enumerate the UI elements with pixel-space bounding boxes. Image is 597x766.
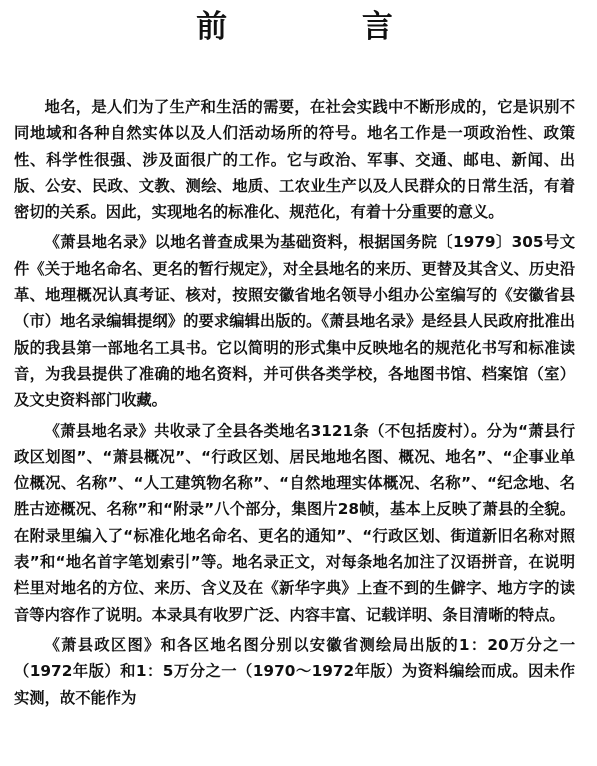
document-body	[14, 94, 575, 711]
paragraph-4: 《萧县政区图》和各区地名图分别以安徽省测绘局出版的1：20万分之一（1972年版）和1：5万分之一（1970～1972年版）为资料编绘而成。因未作实测，故不能作为	[14, 635, 575, 707]
paragraph-1: 地名，是人们为了生产和生活的需要，在社会实践中不断形成的，它是识别不同地域和各种自然实体以及人们活动场所的符号。地名工作是一项政治性、政策性、科学性很强、涉及面很广的工作。它与政治、军事、交通、邮电、新闻、出版、公安、民政、文教、测绘、地质、工农业生产以及人民群众的日常生活，有着密切的关系。因此，实现地名的标准化、规范化，有着十分重要的意义。	[14, 98, 575, 222]
document-title: 前 言	[196, 9, 455, 45]
paragraph-2: 《萧县地名录》以地名普查成果为基础资料，根据国务院〔1979〕305号文件《关于地名命名、更名的暂行规定》，对全县地名的来历、更替及其含义、历史沿革、地理概况认真考证、核对，按照安徽省地名领导小组办公室编写的《安徽省县（市）地名录编辑提纲》的要求编辑出版的。《萧县地名录》是经县人民政府批准出版的我县第一部地名工具书。它以简明的形式集中反映地名的规范化书写和标准读音，为我县提供了准确的地名资料，并可供各类学校，各地图书馆、档案馆（室）及文史资料部门收藏。	[14, 233, 575, 410]
paragraph-3: 《萧县地名录》共收录了全县各类地名3121条（不包括废村）。分为“萧县行政区划图”、“萧县概况”、“行政区划、居民地地名图、概况、地名”、“企事业单位概况、名称”、“人工建筑物名称”、“自然地理实体概况、名称”、“纪念地、名胜古迹概况、名称”和“附录”八个部分，集图片28帧，基本上反映了萧县的全貌。在附录里编入了“标准化地名命名、更名的通知”、“行政区划、街道新旧名称对照表”和“地名首字笔划索引”等。地名录正文，对每条地名加注了汉语拼音，在说明栏里对地名的方位、来历、含义及在《新华字典》上查不到的生僻字、地方字的读音等内容作了说明。本录具有收罗广泛、内容丰富、记载详明、条目清晰的特点。	[14, 421, 575, 624]
